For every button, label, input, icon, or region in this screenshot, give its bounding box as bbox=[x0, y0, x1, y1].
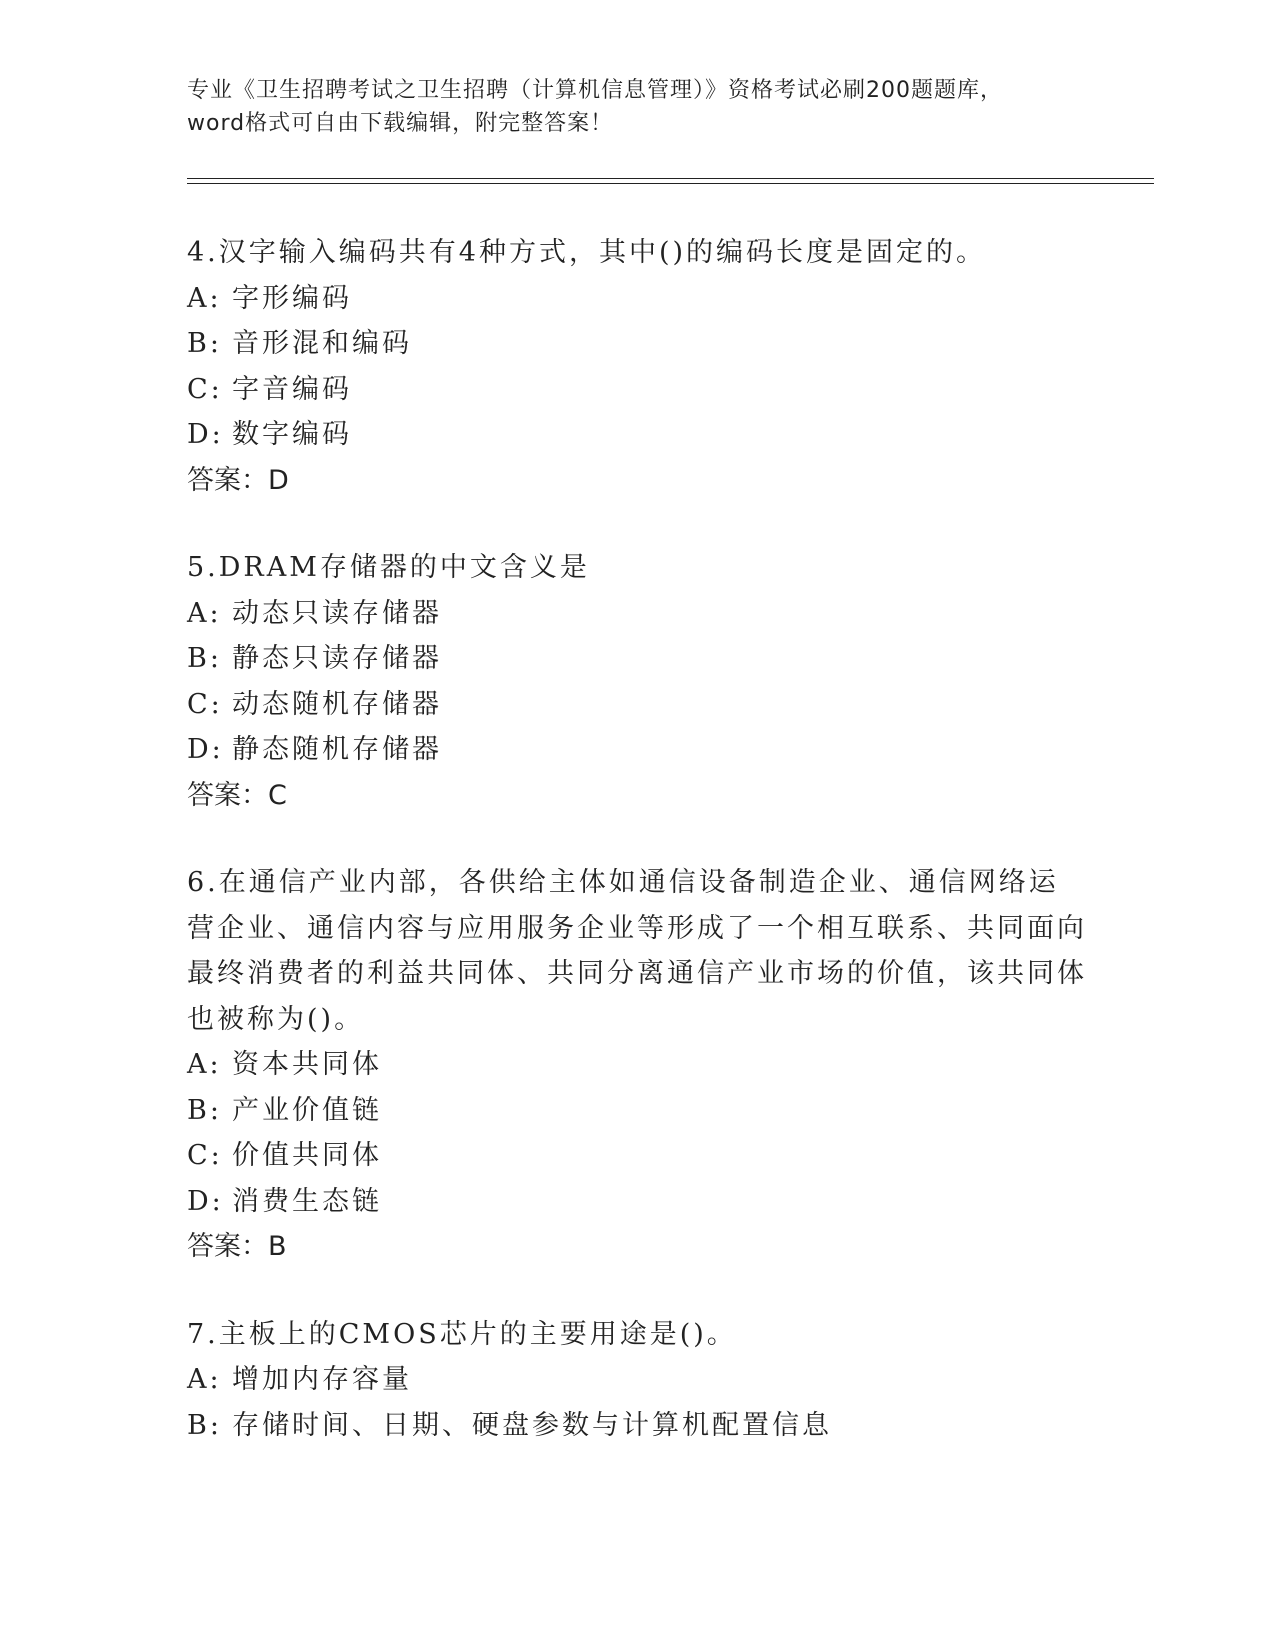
question-list bbox=[187, 230, 1087, 1490]
question-6 bbox=[187, 860, 1087, 1270]
option-c bbox=[187, 682, 1087, 728]
option-letter: C: bbox=[187, 373, 223, 405]
option-text: 增加内存容量 bbox=[232, 1364, 412, 1395]
option-text: 数字编码 bbox=[232, 419, 352, 450]
option-d bbox=[187, 412, 1087, 458]
option-a bbox=[187, 591, 1087, 637]
option-b bbox=[187, 321, 1087, 367]
option-d bbox=[187, 1179, 1087, 1225]
header-divider-top bbox=[187, 178, 1154, 179]
option-b bbox=[187, 1403, 1087, 1449]
option-text: 产业价值链 bbox=[232, 1094, 382, 1126]
option-letter: A: bbox=[187, 597, 222, 629]
question-4 bbox=[187, 230, 1087, 503]
option-letter: B: bbox=[187, 1409, 222, 1441]
option-a bbox=[187, 276, 1087, 322]
option-d bbox=[187, 727, 1087, 773]
option-text: 存储时间、日期、硬盘参数与计算机配置信息 bbox=[232, 1409, 832, 1441]
option-text: 静态只读存储器 bbox=[232, 643, 442, 674]
answer-line: 答案：C bbox=[187, 779, 287, 811]
option-letter: A: bbox=[187, 1049, 222, 1080]
question-7 bbox=[187, 1312, 1087, 1449]
question-text: 4.汉字输入编码共有4种方式，其中()的编码长度是固定的。 bbox=[187, 237, 987, 268]
option-letter: D: bbox=[187, 734, 224, 765]
answer-line: 答案：D bbox=[187, 464, 289, 496]
document-header bbox=[187, 74, 1087, 140]
option-letter: D: bbox=[187, 1185, 224, 1217]
header-divider-bottom bbox=[187, 183, 1154, 184]
header-line-1: 专业《卫生招聘考试之卫生招聘（计算机信息管理）》资格考试必刷200题题库， bbox=[187, 78, 1003, 103]
option-letter: C: bbox=[187, 688, 223, 720]
option-letter: B: bbox=[187, 643, 222, 674]
option-b bbox=[187, 636, 1087, 682]
option-b bbox=[187, 1088, 1087, 1134]
option-letter: B: bbox=[187, 328, 222, 359]
question-5 bbox=[187, 545, 1087, 818]
question-text: 7.主板上的CMOS芯片的主要用途是()。 bbox=[187, 1318, 737, 1350]
option-letter: A: bbox=[187, 282, 222, 314]
header-line-2: word格式可自由下载编辑，附完整答案！ bbox=[187, 111, 614, 136]
option-a bbox=[187, 1042, 1087, 1088]
option-text: 动态随机存储器 bbox=[232, 688, 442, 720]
question-text: 5.DRAM存储器的中文含义是 bbox=[187, 552, 590, 583]
option-text: 动态只读存储器 bbox=[232, 597, 442, 629]
option-text: 消费生态链 bbox=[232, 1185, 382, 1217]
option-text: 静态随机存储器 bbox=[232, 734, 442, 765]
answer-line: 答案：B bbox=[187, 1231, 287, 1262]
option-letter: D: bbox=[187, 419, 224, 450]
option-text: 资本共同体 bbox=[232, 1049, 382, 1080]
option-letter: B: bbox=[187, 1094, 222, 1126]
option-a bbox=[187, 1357, 1087, 1403]
option-c bbox=[187, 1133, 1087, 1179]
option-text: 字形编码 bbox=[232, 282, 352, 314]
option-letter: C: bbox=[187, 1140, 223, 1171]
option-letter: A: bbox=[187, 1364, 222, 1395]
option-text: 价值共同体 bbox=[232, 1140, 382, 1171]
option-text: 字音编码 bbox=[232, 373, 352, 405]
option-text: 音形混和编码 bbox=[232, 328, 412, 359]
option-c bbox=[187, 367, 1087, 413]
question-text: 6.在通信产业内部，各供给主体如通信设备制造企业、通信网络运营企业、通信内容与应用服务企业等形成了一个相互联系、共同面向最终消费者的利益共同体、共同分离通信产业市场的价值，该共同体也被称为()。 bbox=[187, 867, 1087, 1035]
